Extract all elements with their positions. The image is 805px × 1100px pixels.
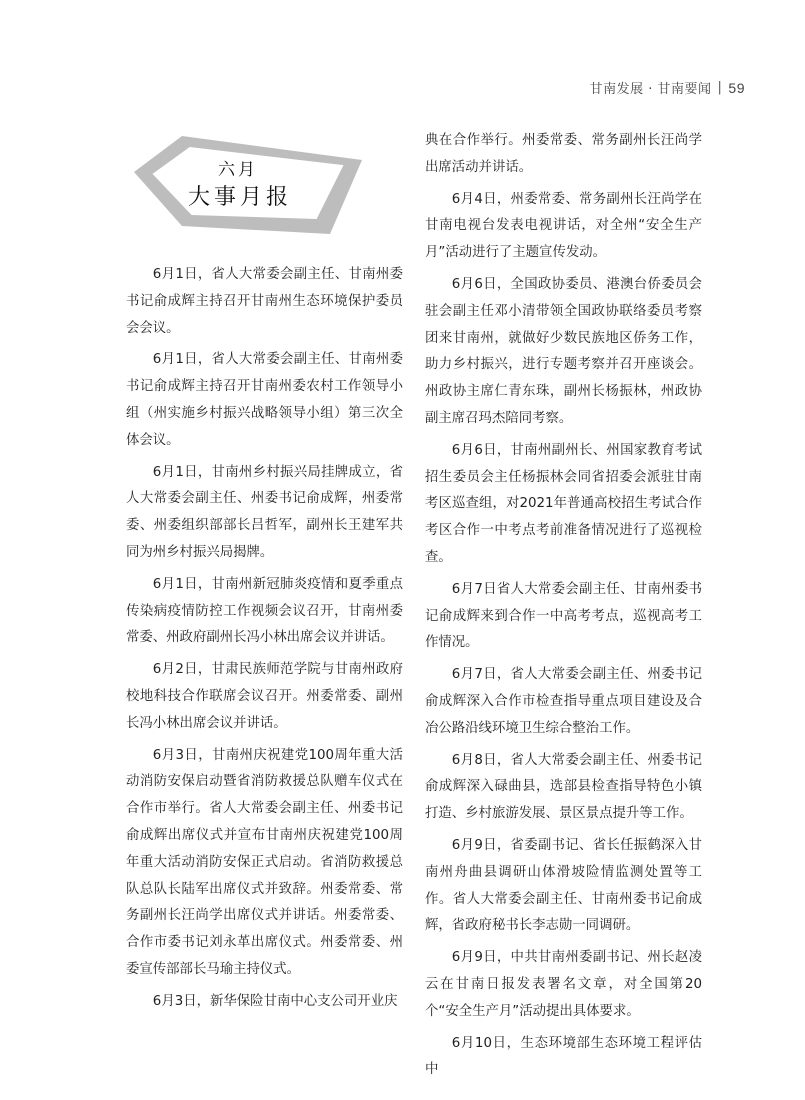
page-heading: 大事月报: [188, 185, 293, 210]
event-entry: 6月1日，省人大常委会副主任、甘南州委书记俞成辉主持召开甘南州生态环境保护委员会会议。: [126, 267, 403, 336]
event-entry: 6月9日，中共甘南州委副书记、州长赵凌云在甘南日报发表署名文章，对全国第20个“安全生产月”活动提出具体要求。: [425, 950, 702, 1019]
event-entry: 6月3日，新华保险甘南中心支公司开业庆: [152, 993, 398, 1009]
event-entry: 6月8日，省人大常委会副主任、州委书记俞成辉深入碌曲县，选部县检查指导特色小镇打造、乡村旅游发展、景区景点提升等工作。: [425, 752, 702, 822]
event-entry: 6月1日，甘南州乡村振兴局挂牌成立，省人大常委会副主任、州委书记俞成辉，州委常委、州委组织部部长吕哲军，副州长王建军共同为州乡村振兴局揭牌。: [126, 464, 403, 560]
event-entry: 6月7日省人大常委会副主任、甘南州委书记俞成辉来到合作一中高考考点，巡视高考工作情况。: [425, 581, 702, 651]
left-column: [126, 262, 403, 1021]
event-entry: 6月4日，州委常委、常务副州长汪尚学在甘南电视台发表电视讲话，对全州“安全生产月”活动进行了主题宣传发动。: [425, 191, 702, 261]
continued-paragraph: 典在合作举行。州委常委、常务副州长汪尚学出席活动并讲话。: [425, 133, 702, 175]
event-entry: 6月3日，甘南州庆祝建党100周年重大活动消防安保启动暨省消防救援总队赠车仪式在合作市举行。省人大常委会副主任、州委书记俞成辉出席仪式并宣布甘南州庆祝建党100周年重大活动消防安保正式启动。省消防救援总队总队长陆军出席仪式并致辞。州委常委、常务副州长汪尚学出席仪式并讲话。州委常委、合作市委书记刘永革出席仪式。州委常委、州委宣传部部长马瑜主持仪式。: [126, 747, 403, 977]
event-entry: 6月1日，省人大常委会副主任、甘南州委书记俞成辉主持召开甘南州委农村工作领导小组（州实施乡村振兴战略领导小组）第三次全体会议。: [126, 352, 403, 448]
month-title-banner: [130, 130, 370, 240]
event-entry: 6月10日，生态环境部生态环境工程评估中: [425, 1035, 702, 1078]
event-entry: 6月9日，省委副书记、省长任振鹤深入甘南州舟曲县调研山体滑坡险情监测处置等工作。省人大常委会副主任、甘南州委书记俞成辉，省政府秘书长李志勋一同调研。: [425, 837, 702, 934]
section-title: 甘南发展 · 甘南要闻: [589, 82, 712, 97]
event-entry: 6月6日，甘南州副州长、州国家教育考试招生委员会主任杨振林会同省招委会派驻甘南考区巡查组，对2021年普通高校招生考试合作考区合作一中考点考前准备情况进行了巡视检查。: [425, 442, 702, 565]
event-entry: 6月6日，全国政协委员、港澳台侨委员会驻会副主任邓小清带领全国政协联络委员考察团来甘南州，就做好少数民族地区侨务工作，助力乡村振兴，进行专题考察并召开座谈会。州政协主席仁青东珠，副州长杨振林，州政协副主席召玛杰陪同考察。: [425, 276, 702, 426]
event-entry: 6月7日，省人大常委会副主任、州委书记俞成辉深入合作市检查指导重点项目建设及合冶公路沿线环境卫生综合整治工作。: [425, 667, 702, 736]
header-divider: |: [717, 80, 723, 95]
running-header: [590, 78, 745, 97]
page-number: 59: [728, 79, 745, 96]
right-column: [425, 128, 702, 1089]
month-label: 六月: [218, 160, 258, 180]
event-entry: 6月2日，甘肃民族师范学院与甘南州政府校地科技合作联席会议召开。州委常委、副州长冯小林出席会议并讲话。: [126, 662, 403, 731]
event-entry: 6月1日，甘南州新冠肺炎疫情和夏季重点传染病疫情防控工作视频会议召开，甘南州委常委、州政府副州长冯小林出席会议并讲话。: [126, 576, 403, 646]
